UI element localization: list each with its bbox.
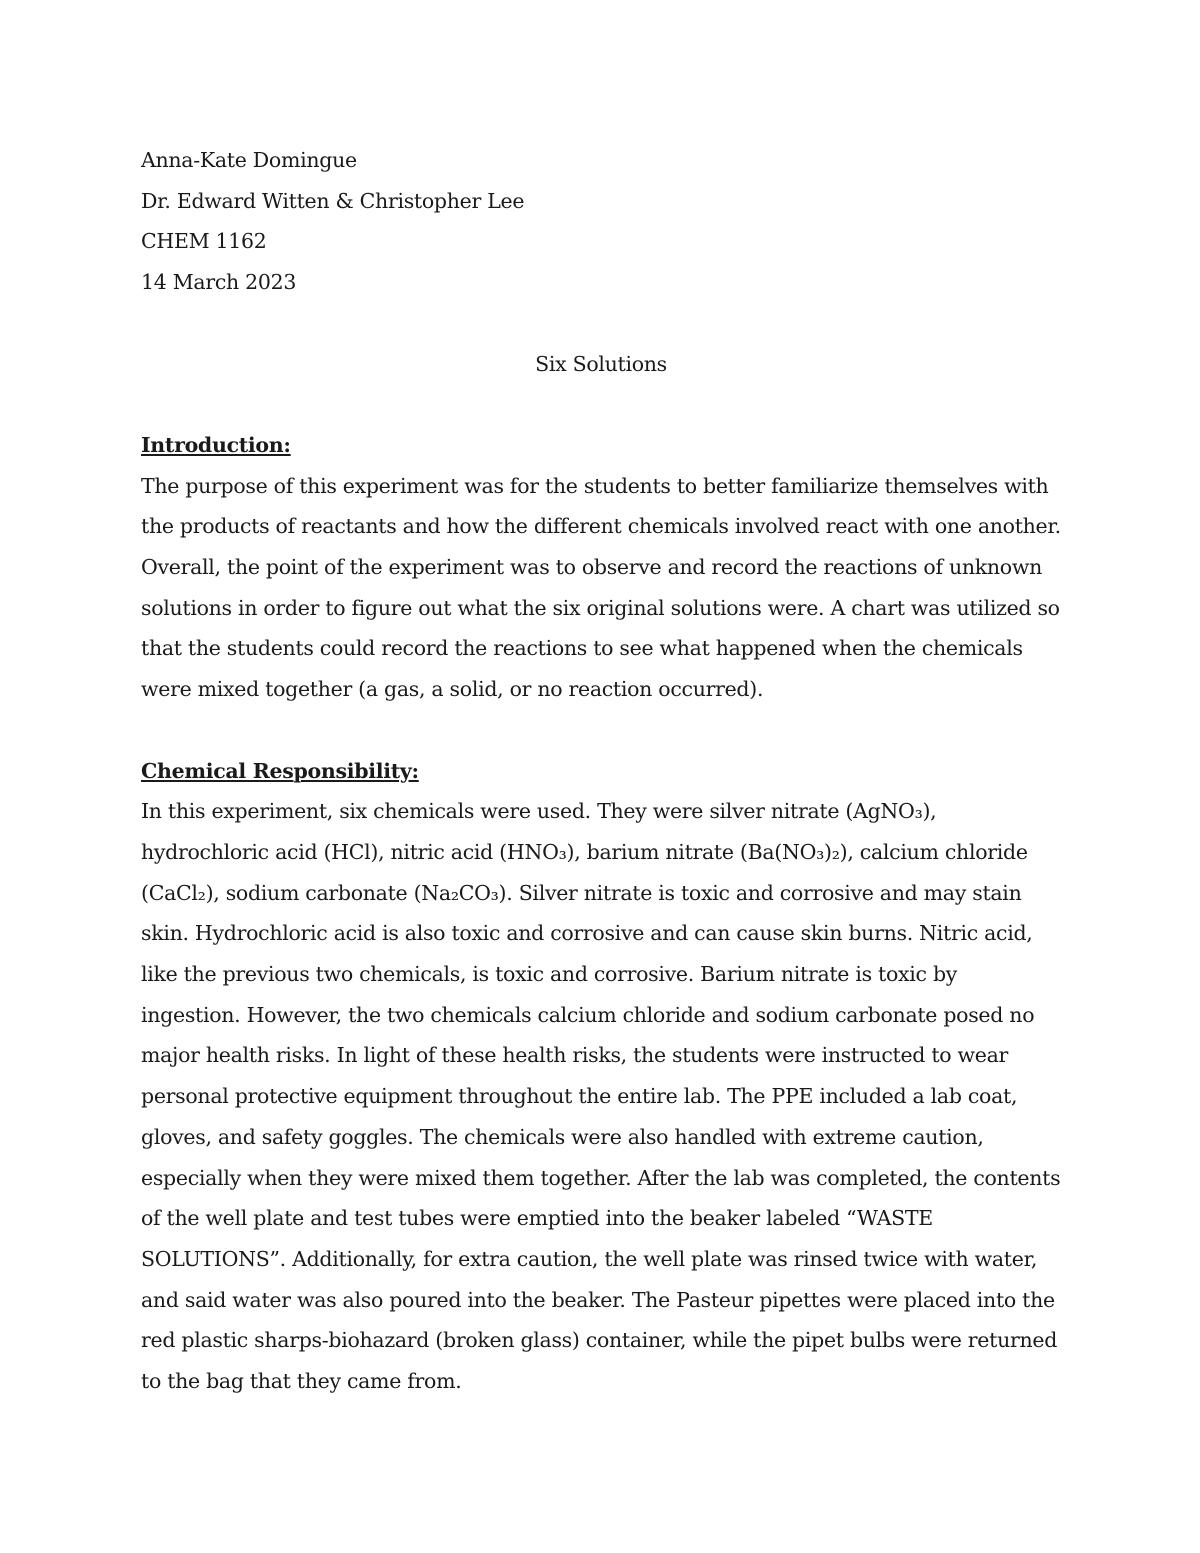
introduction-paragraph: The purpose of this experiment was for the students to better familiarize themselves with the products of reactants and how the different chemicals involved react with one another. Overall, the point of the experiment was to observe and record the reactions of unknown solutions in order to figure out what the six original solutions were. A chart was utilized so that the students could record the reactions to see what happened when the chemicals were mixed together (a gas, a solid, or no reaction occurred). xyxy=(141,473,1061,702)
introduction-heading: Introduction: xyxy=(141,432,291,457)
course-code: CHEM 1162 xyxy=(141,229,267,254)
section-spacer xyxy=(141,710,1061,751)
document-date: 14 March 2023 xyxy=(141,270,297,295)
document-title: Six Solutions xyxy=(535,351,667,376)
author-name: Anna-Kate Domingue xyxy=(141,148,357,172)
document-page xyxy=(141,140,1061,1402)
instructor-names: Dr. Edward Witten & Christopher Lee xyxy=(141,188,525,213)
chemical-responsibility-heading: Chemical Responsibility: xyxy=(141,758,419,783)
chemical-responsibility-paragraph: In this experiment, six chemicals were used. They were silver nitrate (AgNO₃), hydrochloric acid (HCl), nitric acid (HNO₃), barium nitrate (Ba(NO₃)₂), calcium chloride (CaCl₂), sodium carbonate (Na₂CO₃). Silver nitrate is toxic and corrosive and may stain skin. Hydrochloric acid is also toxic and corrosive and can cause skin burns. Nitric acid, like the previous two chemicals, is toxic and corrosive. Barium nitrate is toxic by ingestion. However, the two chemicals calcium chloride and sodium carbonate posed no major health risks. In light of these health risks, the students were instructed to wear personal protective equipment throughout the entire lab. The PPE included a lab coat, gloves, and safety goggles. The chemicals were also handled with extreme caution, especially when they were mixed them together. After the lab was completed, the contents of the well plate and test tubes were emptied into the beaker labeled “WASTE SOLUTIONS”. Additionally, for extra caution, the well plate was rinsed twice with water, and said water was also poured into the beaker. The Pasteur pipettes were placed into the red plastic sharps-biohazard (broken glass) container, while the pipet bulbs were returned to the bag that they came from. xyxy=(141,799,1061,1394)
